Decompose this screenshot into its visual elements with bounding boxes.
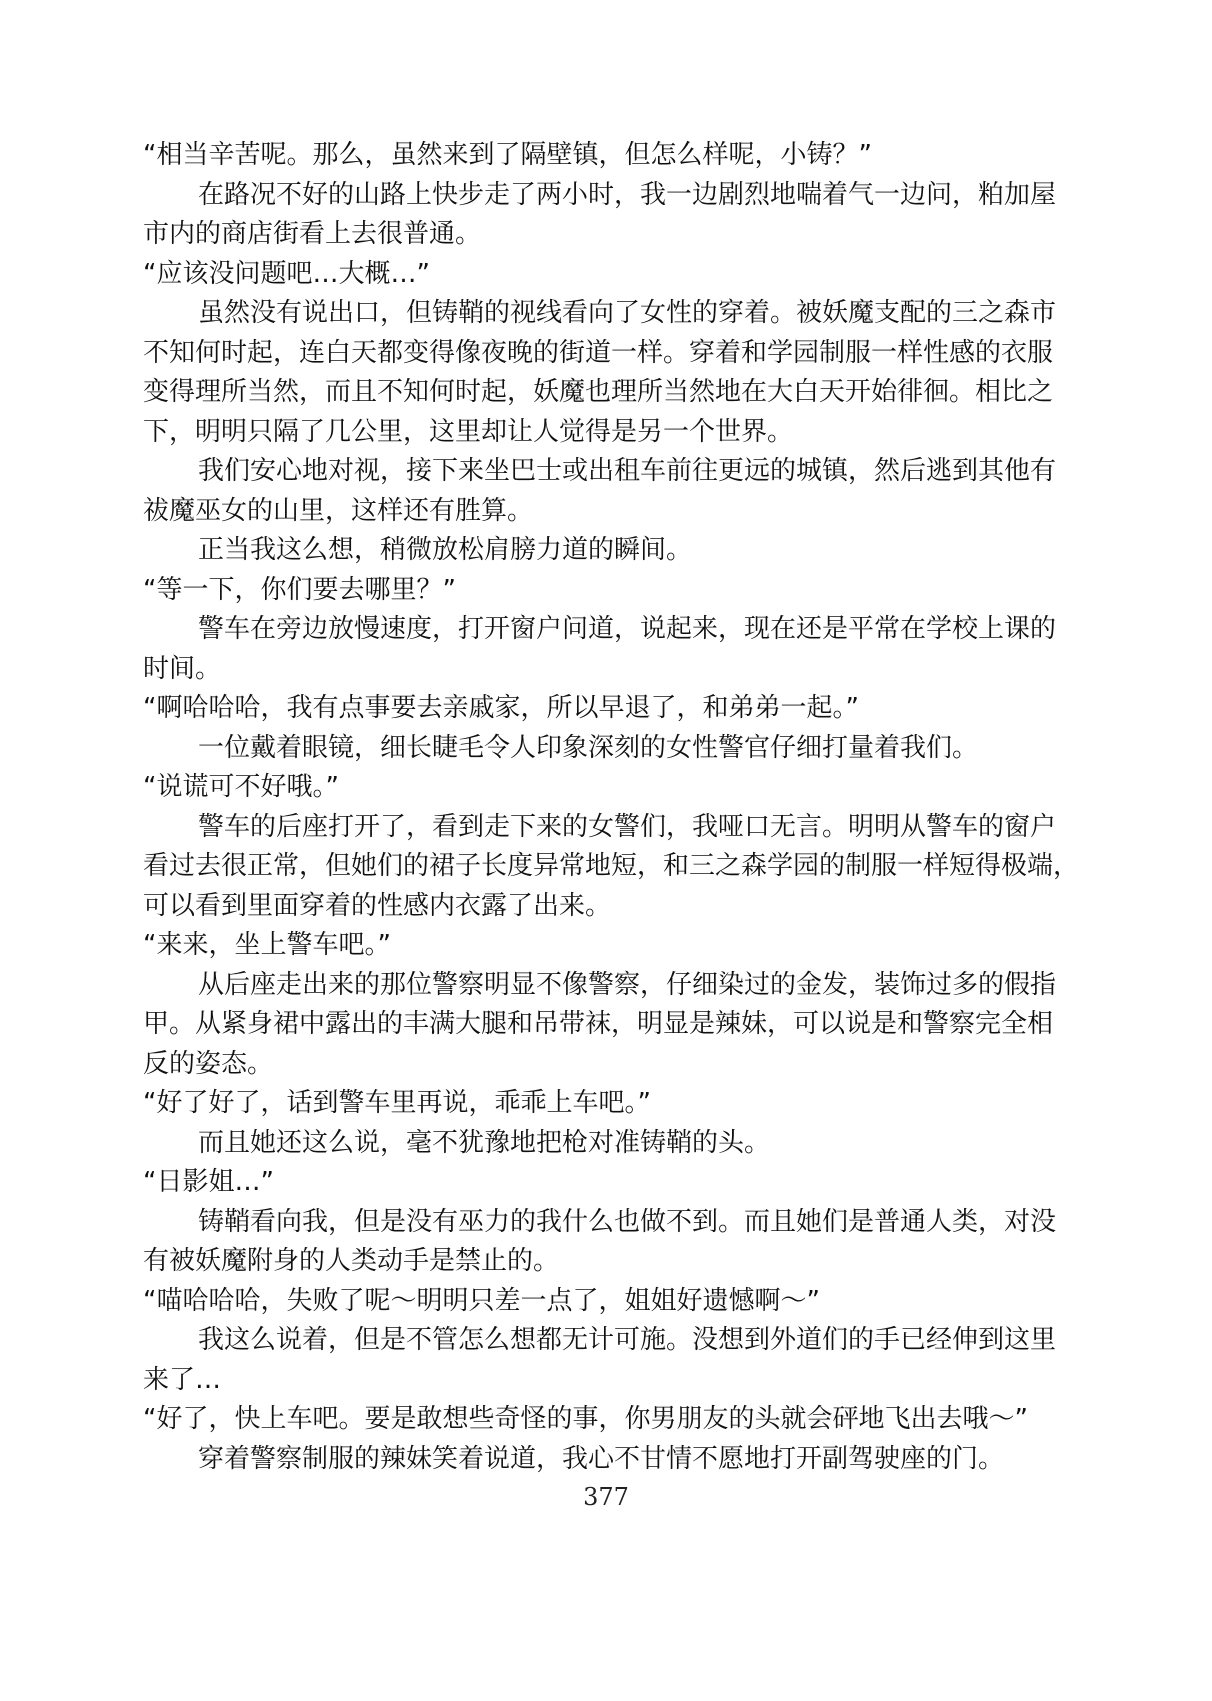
text-line: “来来，坐上警车吧。” (143, 930, 391, 960)
text-line: “应该没问题吧…大概…” (143, 258, 430, 289)
text-line: 有被妖魔附身的人类动手是禁止的。 (143, 1246, 560, 1276)
text-line: 不知何时起，连白天都变得像夜晚的街道一样。穿着和学园制服一样性感的衣服 (143, 337, 1054, 368)
text-line: 而且她还这么说，毫不犹豫地把枪对准铸鞘的头。 (198, 1127, 771, 1158)
text-line: “喵哈哈哈，失败了呢～明明只差一点了，姐姐好遗憾啊～” (143, 1285, 820, 1316)
text-line: 反的姿态。 (143, 1048, 274, 1079)
text-line: 可以看到里面穿着的性感内衣露了出来。 (143, 890, 612, 921)
text-line: 我们安心地对视，接下来坐巴士或出租车前往更远的城镇，然后逃到其他有 (198, 456, 1057, 486)
text-line: “日影姐…” (143, 1167, 274, 1197)
text-line: 正当我这么想，稍微放松肩膀力道的瞬间。 (198, 535, 693, 565)
text-line: 下，明明只隔了几公里，这里却让人觉得是另一个世界。 (143, 416, 794, 447)
text-line: “好了，快上车吧。要是敢想些奇怪的事，你男朋友的头就会砰地飞出去哦～” (143, 1404, 1028, 1434)
text-line: “说谎可不好哦。” (143, 772, 339, 802)
text-line: 穿着警察制服的辣妹笑着说道，我心不甘情不愿地打开副驾驶座的门。 (198, 1443, 1005, 1474)
text-line: 在路况不好的山路上快步走了两小时，我一边剧烈地喘着气一边问，粕加屋 (198, 179, 1057, 210)
text-line: 市内的商店街看上去很普通。 (143, 219, 482, 249)
text-line: “好了好了，话到警车里再说，乖乖上车吧。” (143, 1088, 651, 1118)
text-line: 来了… (143, 1364, 222, 1395)
text-line: 时间。 (143, 653, 222, 684)
text-line: 从后座走出来的那位警察明显不像警察，仔细染过的金发，装饰过多的假指 (198, 969, 1057, 1000)
text-line: 警车的后座打开了，看到走下来的女警们，我哑口无言。明明从警车的窗户 (198, 811, 1057, 842)
text-line: 我这么说着，但是不管怎么想都无计可施。没想到外道们的手已经伸到这里 (198, 1325, 1057, 1355)
text-line: 虽然没有说出口，但铸鞘的视线看向了女性的穿着。被妖魔支配的三之森市 (198, 298, 1057, 328)
text-line: “相当辛苦呢。那么，虽然来到了隔壁镇，但怎么样呢，小铸？” (143, 140, 872, 170)
text-line: “等一下，你们要去哪里？” (143, 574, 456, 605)
text-line: 甲。从紧身裙中露出的丰满大腿和吊带袜，明显是辣妹，可以说是和警察完全相 (143, 1009, 1054, 1039)
text-line: 看过去很正常，但她们的裙子长度异常地短，和三之森学园的制服一样短得极端， (143, 851, 1080, 881)
text-line: 一位戴着眼镜，细长睫毛令人印象深刻的女性警官仔细打量着我们。 (198, 732, 979, 763)
body-text (143, 136, 1081, 1479)
text-line: “啊哈哈哈，我有点事要去亲戚家，所以早退了，和弟弟一起。” (143, 693, 859, 723)
text-line: 变得理所当然，而且不知何时起，妖魔也理所当然地在大白天开始徘徊。相比之 (143, 377, 1054, 407)
text-line: 铸鞘看向我，但是没有巫力的我什么也做不到。而且她们是普通人类，对没 (198, 1206, 1057, 1237)
page-number: 377 (583, 1483, 629, 1511)
text-line: 警车在旁边放慢速度，打开窗户问道，说起来，现在还是平常在学校上课的 (198, 614, 1057, 644)
text-line: 祓魔巫女的山里，这样还有胜算。 (143, 495, 534, 526)
